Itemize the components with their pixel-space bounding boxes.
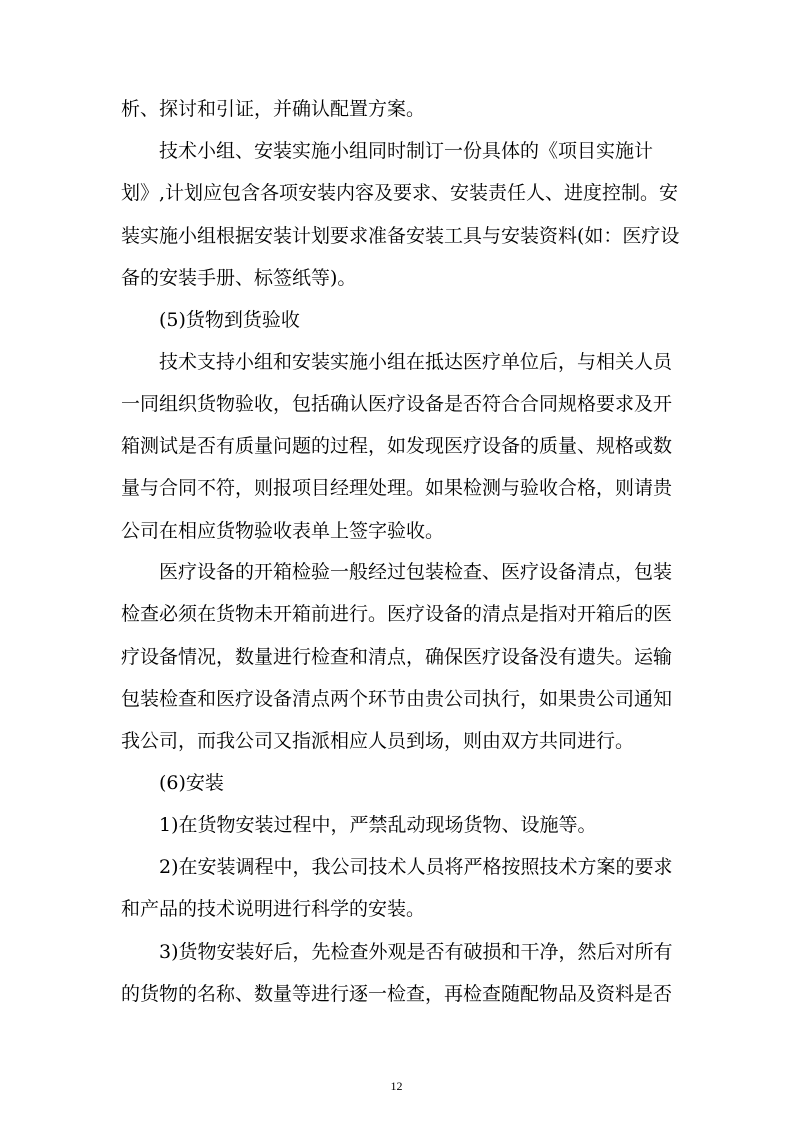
text-line bbox=[0, 136, 793, 166]
text-line bbox=[0, 894, 793, 924]
text-line bbox=[0, 979, 793, 1009]
text-line-content: 一同组织货物验收，包括确认医疗设备是否符合合同规格要求及开 bbox=[121, 393, 673, 415]
text-line-content: 疗设备情况，数量进行检查和清点，确保医疗设备没有遗失。运输 bbox=[121, 646, 673, 668]
text-line bbox=[0, 684, 793, 714]
text-line bbox=[0, 94, 793, 124]
text-line bbox=[0, 221, 793, 251]
text-line-content: 箱测试是否有质量问题的过程，如发现医疗设备的质量、规格或数 bbox=[121, 435, 673, 457]
text-line-content: 3)货物安装好后，先检查外观是否有破损和干净，然后对所有 bbox=[159, 941, 673, 963]
page-number: 12 bbox=[390, 1079, 403, 1093]
text-line bbox=[0, 852, 793, 882]
text-line-content: 备的安装手册、标签纸等)。 bbox=[121, 267, 357, 289]
text-line bbox=[0, 642, 793, 672]
section-heading-text: (6)安装 bbox=[159, 772, 224, 794]
text-line bbox=[0, 516, 793, 546]
text-line-content: 量与合同不符，则报项目经理处理。如果检测与验收合格，则请贵 bbox=[121, 477, 673, 499]
text-line-content: 划》,计划应包含各项安装内容及要求、安装责任人、进度控制。安 bbox=[121, 182, 679, 204]
text-line bbox=[0, 263, 793, 293]
text-line-content: 我公司，而我公司又指派相应人员到场，则由双方共同进行。 bbox=[121, 730, 635, 752]
text-line bbox=[0, 599, 793, 629]
section-heading bbox=[0, 768, 793, 798]
text-line bbox=[0, 431, 793, 461]
text-line-content: 装实施小组根据安装计划要求准备安装工具与安装资料(如：医疗设 bbox=[121, 225, 680, 247]
text-line bbox=[0, 473, 793, 503]
text-line bbox=[0, 937, 793, 967]
text-line-content: 析、探讨和引证，并确认配置方案。 bbox=[121, 98, 426, 120]
text-line-content: 公司在相应货物验收表单上签字验收。 bbox=[121, 520, 445, 542]
text-line-content: 和产品的技术说明进行科学的安装。 bbox=[121, 898, 426, 920]
text-line bbox=[0, 810, 793, 840]
text-line-content: 检查必须在货物未开箱前进行。医疗设备的清点是指对开箱后的医 bbox=[121, 603, 673, 625]
text-line-content: 2)在安装调程中，我公司技术人员将严格按照技术方案的要求 bbox=[159, 856, 673, 878]
section-heading bbox=[0, 305, 793, 335]
text-line-content: 1)在货物安装过程中，严禁乱动现场货物、设施等。 bbox=[159, 814, 597, 836]
section-heading-text: (5)货物到货验收 bbox=[159, 309, 300, 331]
text-line bbox=[0, 178, 793, 208]
text-line bbox=[0, 347, 793, 377]
text-line-content: 技术小组、安装实施小组同时制订一份具体的《项目实施计 bbox=[159, 140, 654, 162]
text-line bbox=[0, 726, 793, 756]
text-line-content: 包装检查和医疗设备清点两个环节由贵公司执行，如果贵公司通知 bbox=[121, 688, 673, 710]
text-line bbox=[0, 557, 793, 587]
text-line bbox=[0, 389, 793, 419]
text-line-content: 的货物的名称、数量等进行逐一检查，再检查随配物品及资料是否 bbox=[121, 983, 673, 1005]
text-line-content: 医疗设备的开箱检验一般经过包装检查、医疗设备清点，包装 bbox=[159, 561, 673, 583]
text-line-content: 技术支持小组和安装实施小组在抵达医疗单位后，与相关人员 bbox=[159, 351, 673, 373]
